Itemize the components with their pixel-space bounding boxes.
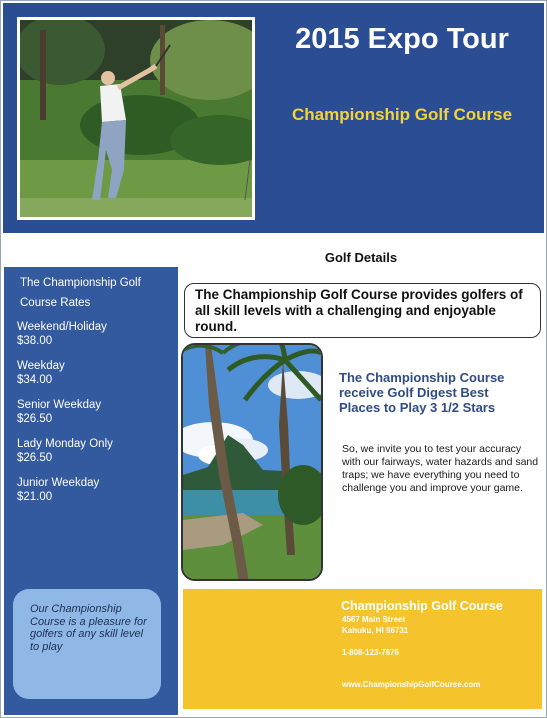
rate-price: $26.50 xyxy=(17,413,53,425)
rate-item xyxy=(17,476,167,504)
contact-phone: 1-808-123-7676 xyxy=(342,648,399,657)
intro-callout: The Championship Golf Course provides golfers of all skill levels with a challenging and enjoyable round. xyxy=(184,283,541,338)
rate-label: Senior Weekday xyxy=(17,399,102,411)
rate-price: $21.00 xyxy=(17,491,53,503)
contact-address2: Kahuku, HI 96731 xyxy=(342,626,409,635)
rates-heading-line1: The Championship Golf xyxy=(20,277,141,289)
rate-item xyxy=(17,359,167,387)
golfer-photo xyxy=(17,17,255,220)
award-heading: The Championship Course receive Golf Digest Best Places to Play 3 1/2 Stars xyxy=(339,370,505,415)
rate-price: $26.50 xyxy=(17,452,53,464)
rate-price: $38.00 xyxy=(17,335,53,347)
rate-price: $34.00 xyxy=(17,374,53,386)
golfer-image xyxy=(20,20,255,220)
beach-photo xyxy=(181,343,323,581)
sidebar-note: Our Championship Course is a pleasure for golfers of any skill level to play xyxy=(13,589,161,699)
page-subtitle: Championship Golf Course xyxy=(291,105,513,124)
invite-text: So, we invite you to test your accuracy with our fairways, water hazards and sand traps; we have everything you need to challenge you and improve your game. xyxy=(342,443,539,494)
contact-website[interactable]: www.ChampionshipGolfCourse.com xyxy=(342,680,481,689)
contact-address1: 4567 Main Street xyxy=(342,615,406,624)
rate-item xyxy=(17,320,167,348)
rate-item xyxy=(17,398,167,426)
rate-label: Lady Monday Only xyxy=(17,438,113,450)
rate-label: Weekday xyxy=(17,360,65,372)
rate-label: Weekend/Holiday xyxy=(17,321,107,333)
contact-name: Championship Golf Course xyxy=(341,599,503,613)
rate-label: Junior Weekday xyxy=(17,477,100,489)
section-title: Golf Details xyxy=(324,250,398,265)
rates-heading-line2: Course Rates xyxy=(20,297,91,309)
rates-heading xyxy=(17,273,167,313)
page-title: 2015 Expo Tour xyxy=(295,23,509,55)
beach-image xyxy=(183,345,323,581)
rates-list xyxy=(17,273,167,515)
rate-item xyxy=(17,437,167,465)
